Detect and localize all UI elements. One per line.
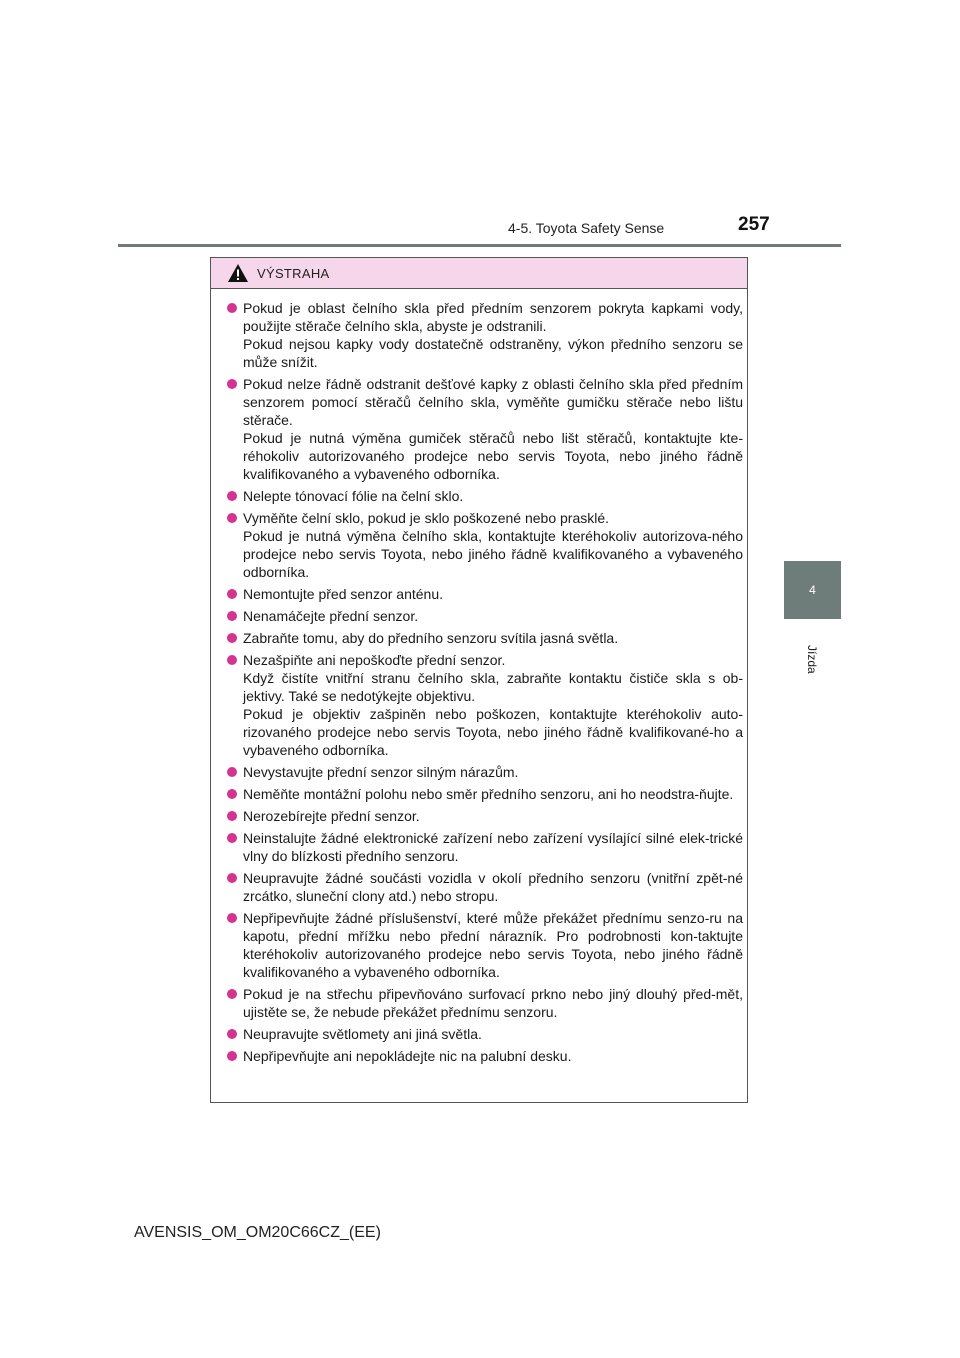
warning-title: VÝSTRAHA	[257, 265, 330, 281]
section-title: 4-5. Toyota Safety Sense	[508, 220, 665, 236]
warning-item	[227, 585, 743, 603]
bullet-icon	[227, 789, 237, 799]
warning-item-text: Neupravujte světlomety ani jiná světla.	[243, 1026, 482, 1042]
warning-item-text: Nezašpiňte ani nepoškoďte přední senzor.	[243, 652, 506, 668]
warning-item-text: Nenamáčejte přední senzor.	[243, 608, 419, 624]
warning-item	[227, 763, 743, 781]
bullet-icon	[227, 913, 237, 923]
bullet-icon	[227, 989, 237, 999]
bullet-icon	[227, 1051, 237, 1061]
warning-item	[227, 651, 743, 759]
warning-item-text: Pokud je nutná výměna gumiček stěračů nebo lišt stěračů, kontaktujte kte-réhokoliv autorizovaného prodejce nebo servis Toyota, nebo jiného řádně kvalifikovaného a vybaveného odborníka.	[243, 430, 743, 482]
warning-item	[227, 909, 743, 981]
warning-item	[227, 487, 743, 505]
bullet-icon	[227, 655, 237, 665]
warning-item-text: Nepřipevňujte žádné příslušenství, které může překážet přednímu senzo-ru na kapotu, přední mřížku nebo přední nárazník. Pro podrobnosti kon-taktujte kteréhokoliv autorizovaného prodejce nebo servis Toyota, nebo jiného řádně kvalifikovaného a vybaveného odborníka.	[243, 910, 743, 980]
warning-triangle-icon	[227, 263, 249, 283]
header-divider	[118, 244, 841, 247]
document-code: AVENSIS_OM_OM20C66CZ_(EE)	[134, 1224, 381, 1241]
warning-list	[227, 299, 743, 1069]
warning-item	[227, 1047, 743, 1065]
bullet-icon	[227, 611, 237, 621]
bullet-icon	[227, 379, 237, 389]
warning-item	[227, 807, 743, 825]
bullet-icon	[227, 513, 237, 523]
warning-item	[227, 299, 743, 371]
warning-item-text: Neměňte montážní polohu nebo směr předního senzoru, ani ho neodstra-ňujte.	[243, 786, 734, 802]
warning-item-text: Zabraňte tomu, aby do předního senzoru svítila jasná světla.	[243, 630, 619, 646]
warning-item-text: Neupravujte žádné součásti vozidla v okolí předního senzoru (vnitřní zpět-né zrcátko, sluneční clony atd.) nebo stropu.	[243, 870, 743, 904]
warning-item-text: Když čistíte vnitřní stranu čelního skla, zabraňte kontaktu čističe skla s ob-jektivy. Také se nedotýkejte objektivu.	[243, 670, 743, 704]
bullet-icon	[227, 589, 237, 599]
warning-item-text: Nepřipevňujte ani nepokládejte nic na palubní desku.	[243, 1048, 572, 1064]
bullet-icon	[227, 1029, 237, 1039]
warning-item-text: Nemontujte před senzor anténu.	[243, 586, 444, 602]
bullet-icon	[227, 633, 237, 643]
warning-item-text: Pokud je na střechu připevňováno surfovací prkno nebo jiný dlouhý před-mět, ujistěte se, že nebude překážet přednímu senzoru.	[243, 986, 743, 1020]
warning-item	[227, 509, 743, 581]
warning-item	[227, 607, 743, 625]
warning-item	[227, 785, 743, 803]
warning-item	[227, 869, 743, 905]
bullet-icon	[227, 873, 237, 883]
chapter-tab: 4	[784, 561, 841, 619]
warning-box	[210, 257, 748, 1103]
page-number: 257	[738, 214, 770, 235]
warning-item	[227, 375, 743, 483]
bullet-icon	[227, 491, 237, 501]
warning-item-text: Pokud je nutná výměna čelního skla, kontaktujte kteréhokoliv autorizova-ného prodejce nebo servis Toyota, nebo jiného řádně kvalifikovaného a vybaveného odborníka.	[243, 528, 743, 580]
warning-item-text: Nelepte tónovací fólie na čelní sklo.	[243, 488, 464, 504]
warning-header	[211, 258, 747, 289]
warning-item-text: Pokud je oblast čelního skla před předním senzorem pokryta kapkami vody, použijte stěrače čelního skla, abyste je odstranili.	[243, 300, 743, 334]
warning-item-text: Pokud je objektiv zašpiněn nebo poškozen, kontaktujte kteréhokoliv auto-rizovaného prodejce nebo servis Toyota, nebo jiného řádně kvalifikované-ho a vybaveného odborníka.	[243, 706, 743, 758]
bullet-icon	[227, 767, 237, 777]
warning-item	[227, 629, 743, 647]
warning-item-text: Vyměňte čelní sklo, pokud je sklo poškozené nebo prasklé.	[243, 510, 610, 526]
bullet-icon	[227, 811, 237, 821]
chapter-label: Jízda	[805, 645, 819, 674]
warning-item	[227, 829, 743, 865]
warning-item-text: Neinstalujte žádné elektronické zařízení nebo zařízení vysílající silné elek-trické vlny do blízkosti předního senzoru.	[243, 830, 743, 864]
warning-item	[227, 985, 743, 1021]
warning-item-text: Nevystavujte přední senzor silným nárazům.	[243, 764, 519, 780]
warning-item-text: Nerozebírejte přední senzor.	[243, 808, 420, 824]
warning-item-text: Pokud nelze řádně odstranit dešťové kapky z oblasti čelního skla před předním senzorem pomocí stěračů čelního skla, vyměňte gumičku stěrače nebo lištu stěrače.	[243, 376, 743, 428]
bullet-icon	[227, 303, 237, 313]
bullet-icon	[227, 833, 237, 843]
warning-item-text: Pokud nejsou kapky vody dostatečně odstraněny, výkon předního senzoru se může snížit.	[243, 336, 743, 370]
warning-item	[227, 1025, 743, 1043]
